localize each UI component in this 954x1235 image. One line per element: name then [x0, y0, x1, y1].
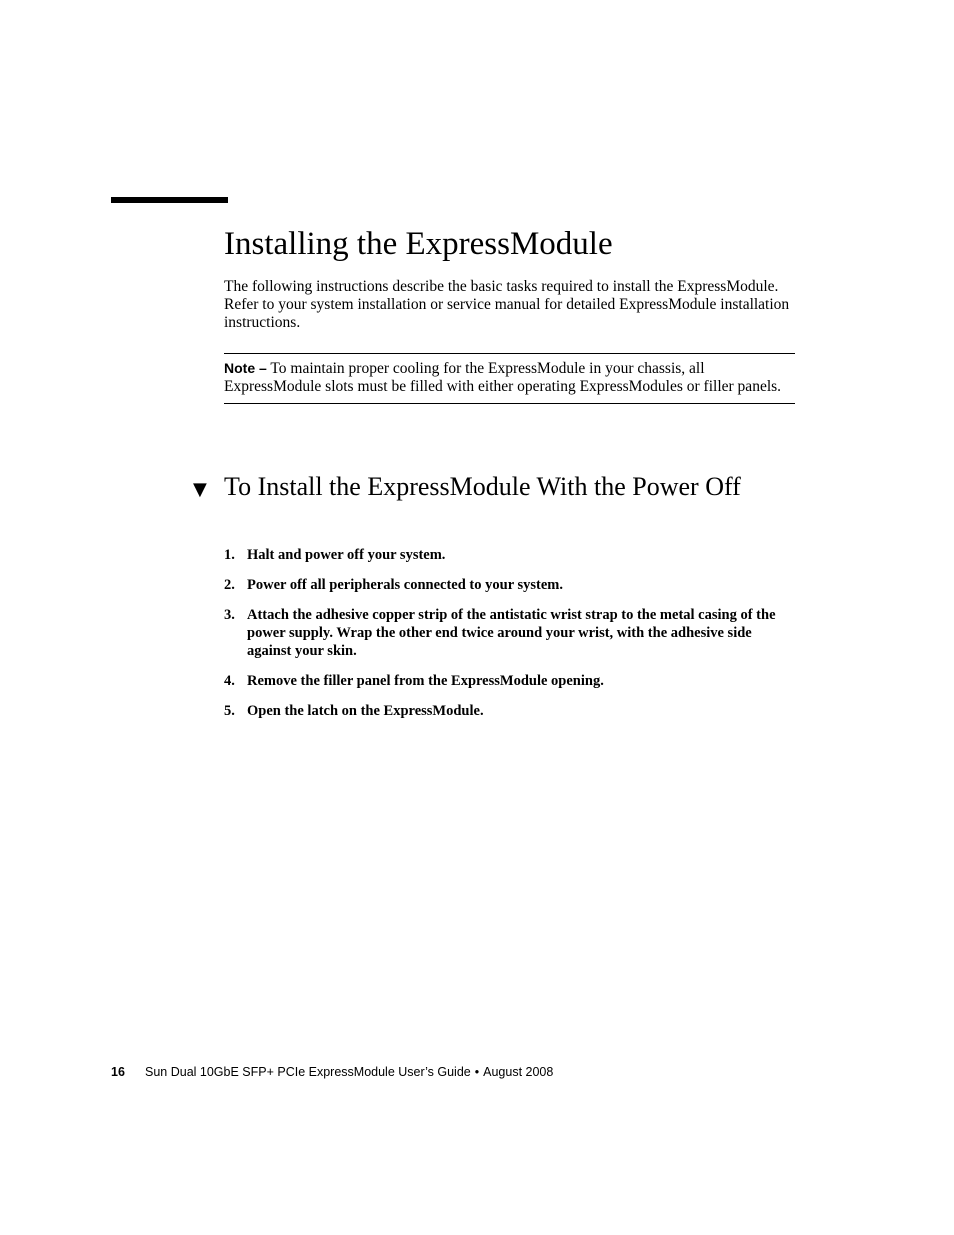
page-footer [111, 1064, 553, 1080]
book-title: Sun Dual 10GbE SFP+ PCIe ExpressModule User’s Guide [145, 1065, 471, 1079]
step-text: Open the latch on the ExpressModule. [247, 703, 484, 719]
step-item [224, 702, 796, 720]
page-title: Installing the ExpressModule [224, 226, 613, 262]
note-label: Note – [224, 360, 267, 376]
step-item [224, 546, 796, 564]
step-text: Halt and power off your system. [247, 547, 446, 563]
step-text: Power off all peripherals connected to your system. [247, 577, 563, 593]
footer-separator: • [474, 1065, 480, 1079]
chapter-rule [111, 197, 228, 203]
step-text: Remove the filler panel from the ExpressModule opening. [247, 673, 604, 689]
step-number: 3. [224, 607, 235, 623]
procedure-title: To Install the ExpressModule With the Power Off [224, 472, 741, 501]
intro-paragraph: The following instructions describe the basic tasks required to install the ExpressModule. Refer to your system installation or service manual for detailed ExpressModule installation instructions. [224, 278, 790, 331]
step-item [224, 672, 796, 690]
step-number: 1. [224, 547, 235, 563]
note-box [224, 353, 795, 404]
page-number: 16 [111, 1065, 125, 1079]
publication-date: August 2008 [483, 1065, 554, 1079]
step-number: 5. [224, 703, 235, 719]
step-number: 4. [224, 673, 235, 689]
step-text: Attach the adhesive copper strip of the antistatic wrist strap to the metal casing of the power supply. Wrap the other end twice around your wrist, with the adhesive side against your skin. [247, 607, 776, 659]
procedure-triangle-icon: ▼ [193, 479, 207, 500]
procedure-steps [224, 546, 796, 732]
step-item [224, 576, 796, 594]
note-text: To maintain proper cooling for the ExpressModule in your chassis, all ExpressModule slots must be filled with either operating ExpressModules or filler panels. [224, 360, 782, 395]
step-number: 2. [224, 577, 235, 593]
step-item [224, 606, 796, 660]
